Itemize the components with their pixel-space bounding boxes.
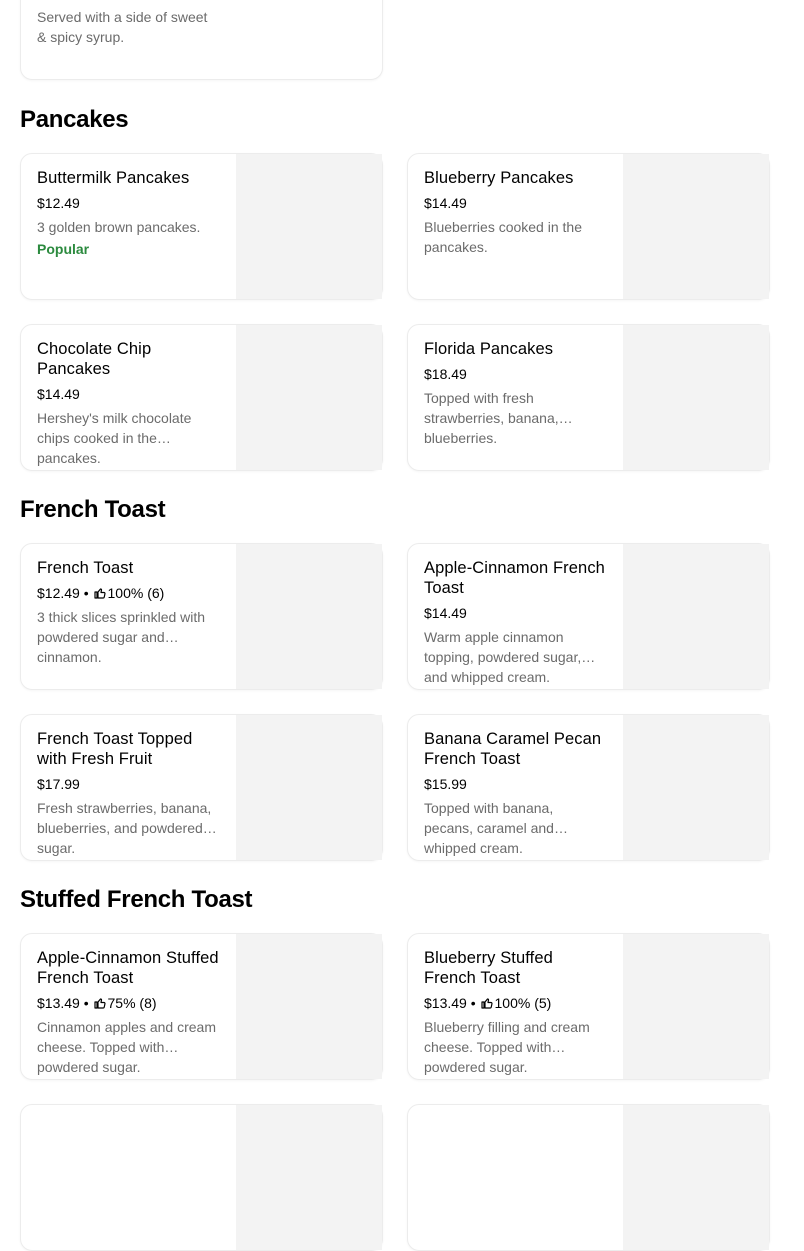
menu-item-image [236, 1105, 382, 1250]
menu-item-image [623, 154, 769, 299]
thumbs-up-icon [481, 997, 493, 1009]
menu-item-price-row [424, 993, 606, 1013]
menu-item-price-row [37, 774, 219, 794]
menu-item-description: 3 golden brown pancakes. [37, 219, 201, 235]
menu-item-image [623, 325, 769, 470]
menu-item-image [623, 1105, 769, 1250]
menu-item-image [236, 325, 382, 470]
menu-item-description: Topped with banana, pecans, caramel and whipped cream. [424, 800, 554, 856]
menu-item-name: Blueberry Pancakes [424, 169, 574, 187]
menu-item-card[interactable] [407, 1104, 770, 1251]
menu-item-price-row [37, 193, 219, 213]
menu-item-card[interactable] [20, 543, 383, 690]
menu-item-card[interactable] [20, 324, 383, 471]
menu-item-description: Topped with fresh strawberries, banana, blueberries. [424, 390, 559, 446]
menu-item-image [623, 544, 769, 689]
menu-item-image [236, 154, 382, 299]
menu-item-description: Blueberry filling and cream cheese. Topped with powdered sugar. [424, 1019, 590, 1075]
menu-item-price-row [37, 384, 219, 404]
thumbs-up-icon [94, 997, 106, 1009]
menu-item-body [37, 7, 219, 47]
menu-item-price-row [424, 603, 606, 623]
popular-badge: Popular [37, 241, 90, 257]
menu-item-name: Apple-Cinnamon Stuffed French Toast [37, 949, 219, 987]
menu-item-name: French Toast [37, 559, 134, 577]
menu-item-card[interactable] [407, 543, 770, 690]
menu-item-price-row [424, 774, 606, 794]
menu-item-card[interactable] [407, 153, 770, 300]
menu-item-description: Served with a side of sweet & spicy syrup. [37, 9, 208, 45]
menu-item-description: Fresh strawberries, banana, blueberries, and powdered sugar. [37, 800, 212, 856]
menu-item-card[interactable] [407, 714, 770, 861]
menu-item-price-row [37, 993, 219, 1013]
section-title-french-toast: French Toast [20, 496, 166, 523]
menu-item-name: Buttermilk Pancakes [37, 169, 190, 187]
menu-item-card[interactable] [20, 714, 383, 861]
menu-item-price-row [424, 364, 606, 384]
menu-item-body [37, 339, 219, 466]
menu-item-price: $12.49 [37, 195, 80, 211]
menu-item-description: Blueberries cooked in the pancakes. [424, 219, 582, 255]
menu-item-price: $13.49 [424, 995, 467, 1011]
menu-item-image [236, 544, 382, 689]
menu-item-price: $14.49 [37, 386, 80, 402]
menu-item-name: French Toast Topped with Fresh Fruit [37, 730, 193, 768]
menu-item-price: $18.49 [424, 366, 467, 382]
menu-item-name: Banana Caramel Pecan French Toast [424, 730, 602, 768]
menu-item-body [37, 729, 219, 856]
menu-item-body [424, 339, 606, 446]
menu-item-card[interactable] [20, 0, 383, 80]
menu-item-card[interactable] [407, 933, 770, 1080]
menu-item-price: $14.49 [424, 605, 467, 621]
menu-item-price: $13.49 [37, 995, 80, 1011]
menu-item-name: Florida Pancakes [424, 340, 554, 358]
menu-item-card[interactable] [20, 153, 383, 300]
menu-item-description: Cinnamon apples and cream cheese. Topped with powdered sugar. [37, 1019, 216, 1075]
menu-item-body [37, 948, 219, 1075]
menu-item-price: $15.99 [424, 776, 467, 792]
menu-item-image [623, 715, 769, 860]
menu-item-price: $17.99 [37, 776, 80, 792]
menu-item-price: $12.49 [37, 585, 80, 601]
rating-text: 75% (8) [107, 995, 157, 1011]
menu-item-image [236, 934, 382, 1079]
section-title-pancakes: Pancakes [20, 106, 129, 133]
section-title-stuffed-french-toast: Stuffed French Toast [20, 886, 253, 913]
menu-item-name: Chocolate Chip Pancakes [37, 340, 152, 378]
rating-text: 100% (6) [107, 585, 165, 601]
menu-item-body [37, 168, 219, 259]
menu-item-body [424, 168, 606, 257]
menu-item-body [424, 729, 606, 856]
thumbs-up-icon [94, 587, 106, 599]
separator-dot: • [79, 995, 93, 1011]
menu-item-description: Hershey's milk chocolate chips cooked in the pancakes. [37, 410, 192, 466]
menu-item-card[interactable] [20, 933, 383, 1080]
separator-dot: • [466, 995, 480, 1011]
menu-item-price: $14.49 [424, 195, 467, 211]
menu-item-description: Warm apple cinnamon topping, powdered sugar, and whipped cream. [424, 629, 582, 685]
menu-item-name: Blueberry Stuffed French Toast [424, 949, 553, 987]
menu-item-price-row [37, 583, 219, 603]
menu-item-name: Apple-Cinnamon French Toast [424, 559, 605, 597]
menu-item-image [623, 934, 769, 1079]
menu-item-card[interactable] [20, 1104, 383, 1251]
menu-item-image [236, 715, 382, 860]
separator-dot: • [79, 585, 93, 601]
menu-item-card[interactable] [407, 324, 770, 471]
menu-item-body [424, 948, 606, 1075]
menu-item-body [37, 558, 219, 665]
menu-item-description: 3 thick slices sprinkled with powdered sugar and cinnamon. [37, 609, 206, 665]
rating-text: 100% (5) [494, 995, 552, 1011]
menu-item-price-row [424, 193, 606, 213]
menu-item-body [424, 558, 606, 685]
